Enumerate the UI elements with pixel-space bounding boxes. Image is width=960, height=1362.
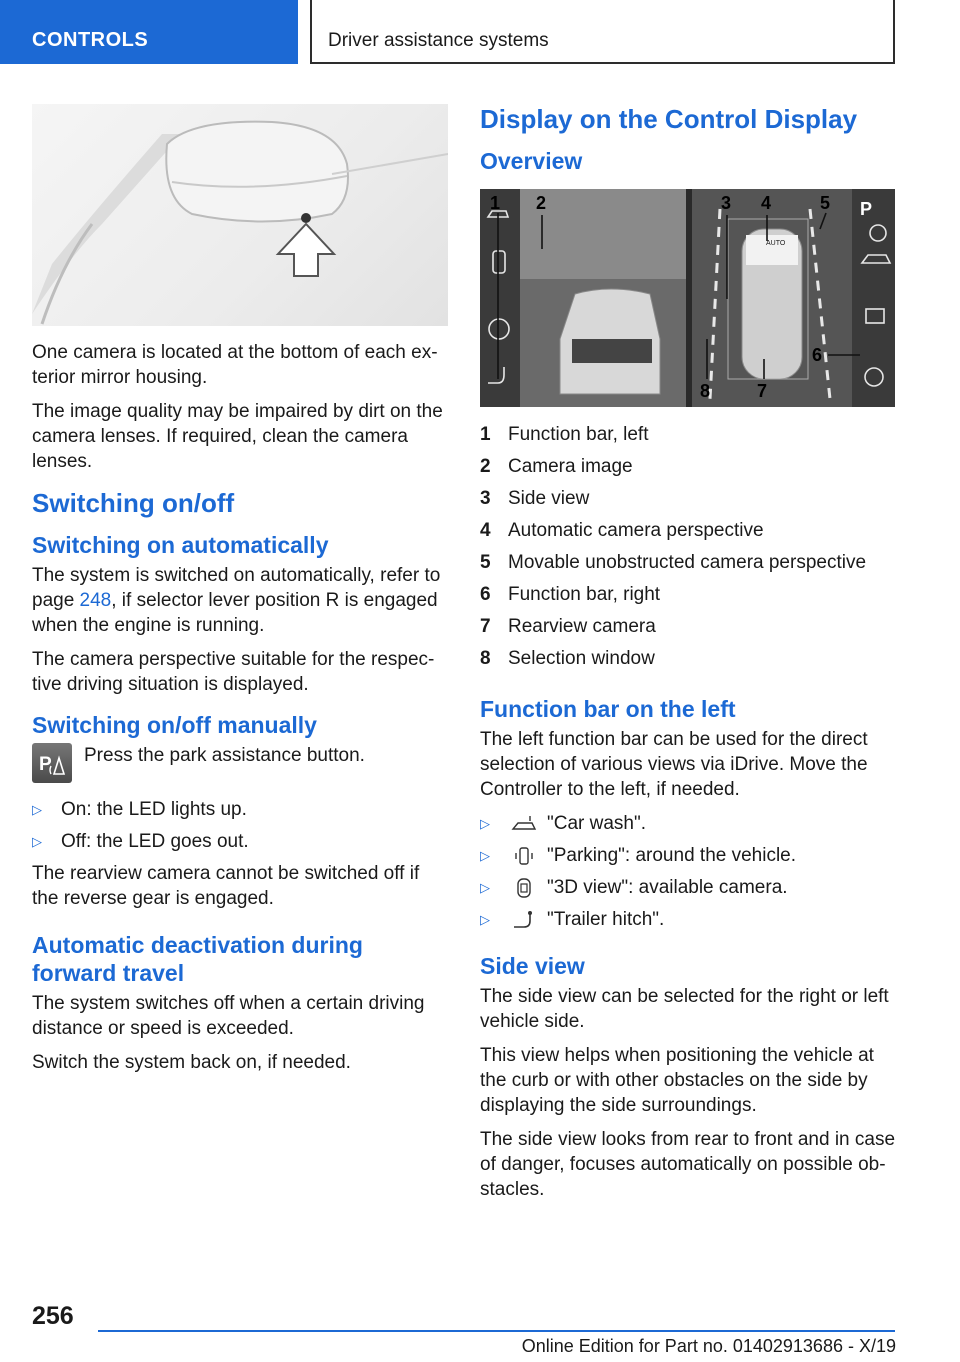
camera-view-illustration: [480, 189, 895, 407]
list-item: ▷ "Trailer hitch".: [480, 909, 665, 930]
deactivation-heading: Automatic deactivation during forward travel: [32, 932, 363, 986]
list-item: ▷ "Car wash".: [480, 813, 647, 834]
header-chapter-box: [310, 0, 895, 64]
list-item: ▷ Off: the LED goes out.: [32, 831, 249, 852]
legend-row: 6 Function bar, right: [480, 584, 661, 605]
callout-3: 3: [721, 193, 732, 213]
mirror-camera-photo: [32, 104, 448, 326]
triangle-bullet-icon: ▷: [480, 912, 490, 927]
manual-bullet-list: [32, 797, 448, 854]
auto-switch-text-b: , if selector lever position R is engaged when the engine is running.: [32, 590, 438, 636]
callout-2: 2: [536, 193, 547, 213]
intro-paragraph-1: One camera is located at the bottom of each ex-terior mirror housing.: [32, 342, 438, 388]
svg-text:P: P: [39, 754, 52, 775]
triangle-bullet-icon: ▷: [480, 816, 490, 831]
callout-1: 1: [490, 193, 501, 213]
parking-icon: [509, 845, 539, 867]
car-wash-icon: [509, 815, 539, 833]
park-assist-button-row: [32, 743, 448, 783]
legend-row: 4 Automatic camera perspective: [480, 520, 764, 541]
function-bar-paragraph: The left function bar can be used for the direct selection of various views via iDrive. Move the Controller to the left, if needed.: [480, 729, 868, 800]
edition-text: Online Edition for Part no. 01402913686 - X/19: [521, 1336, 896, 1356]
side-view-paragraph-1: The side view can be selected for the right or left vehicle side.: [480, 986, 889, 1032]
park-assist-button-icon: [32, 743, 72, 783]
auto-switch-text-a: The system is switched on automatically, refer to page: [32, 565, 441, 611]
overview-legend: [480, 419, 896, 675]
function-bar-heading: Function bar on the left: [480, 696, 736, 722]
mirror-illustration: [32, 104, 448, 326]
list-item: ▷ "3D view": available camera.: [480, 877, 788, 898]
page-number: 256: [32, 1302, 74, 1330]
function-bar-list: [480, 811, 896, 932]
callout-p: P: [860, 199, 873, 219]
legend-row: 8 Selection window: [480, 648, 655, 669]
side-view-paragraph-3: The side view looks from rear to front and in case of danger, focuses automatically on possible ob-stacles.: [480, 1129, 896, 1200]
triangle-bullet-icon: ▷: [480, 848, 490, 863]
3d-view-icon: [509, 877, 539, 899]
deactivation-paragraph-2: Switch the system back on, if needed.: [32, 1052, 351, 1073]
page-reference-link[interactable]: 248: [79, 590, 112, 611]
intro-paragraph-2: The image quality may be impaired by dirt on the camera lenses. If required, clean the camera lenses.: [32, 401, 443, 472]
auto-badge: AUTO: [766, 240, 786, 247]
callout-7: 7: [757, 381, 768, 401]
footer-divider: [98, 1330, 895, 1332]
trailer-hitch-icon: [509, 909, 539, 931]
header-section-tab: [0, 0, 298, 64]
list-item: ▷ "Parking": around the vehicle.: [480, 845, 797, 866]
header-section-label: CONTROLS: [32, 29, 149, 51]
left-column: [32, 104, 448, 1084]
legend-row: 5 Movable unobstructed camera perspective: [480, 552, 867, 573]
manual-note: The rearview camera cannot be switched off if the reverse gear is engaged.: [32, 863, 420, 909]
legend-row: 1 Function bar, left: [480, 424, 649, 445]
triangle-bullet-icon: ▷: [32, 834, 42, 849]
auto-switch-paragraph: [32, 563, 448, 638]
callout-5: 5: [820, 193, 831, 213]
callout-4: 4: [761, 193, 772, 213]
manual-switch-heading: Switching on/off manually: [32, 712, 317, 738]
deactivation-paragraph-1: The system switches off when a certain driving distance or speed is exceeded.: [32, 993, 425, 1039]
auto-switch-paragraph-2: The camera perspective suitable for the respec-tive driving situation is displayed.: [32, 649, 435, 695]
switching-heading: Switching on/off: [32, 488, 235, 518]
side-view-heading: Side view: [480, 953, 585, 979]
control-display-screenshot: [480, 189, 895, 407]
right-column: [480, 104, 896, 1211]
triangle-bullet-icon: ▷: [32, 802, 42, 817]
display-heading: Display on the Control Display: [480, 104, 858, 134]
list-item: ▷ On: the LED lights up.: [32, 799, 247, 820]
triangle-bullet-icon: ▷: [480, 880, 490, 895]
side-view-paragraph-2: This view helps when positioning the vehicle at the curb or with other obstacles on the side by displaying the side surroundings.: [480, 1045, 874, 1116]
callout-6: 6: [812, 345, 823, 365]
auto-switch-heading: Switching on automatically: [32, 532, 329, 558]
callout-8: 8: [700, 381, 711, 401]
header-chapter-label: Driver assistance systems: [328, 30, 549, 51]
legend-row: 7 Rearview camera: [480, 616, 656, 637]
legend-row: 3 Side view: [480, 488, 590, 509]
legend-row: 2 Camera image: [480, 456, 633, 477]
park-assist-instruction: Press the park assistance button.: [84, 745, 365, 766]
overview-heading: Overview: [480, 148, 583, 174]
